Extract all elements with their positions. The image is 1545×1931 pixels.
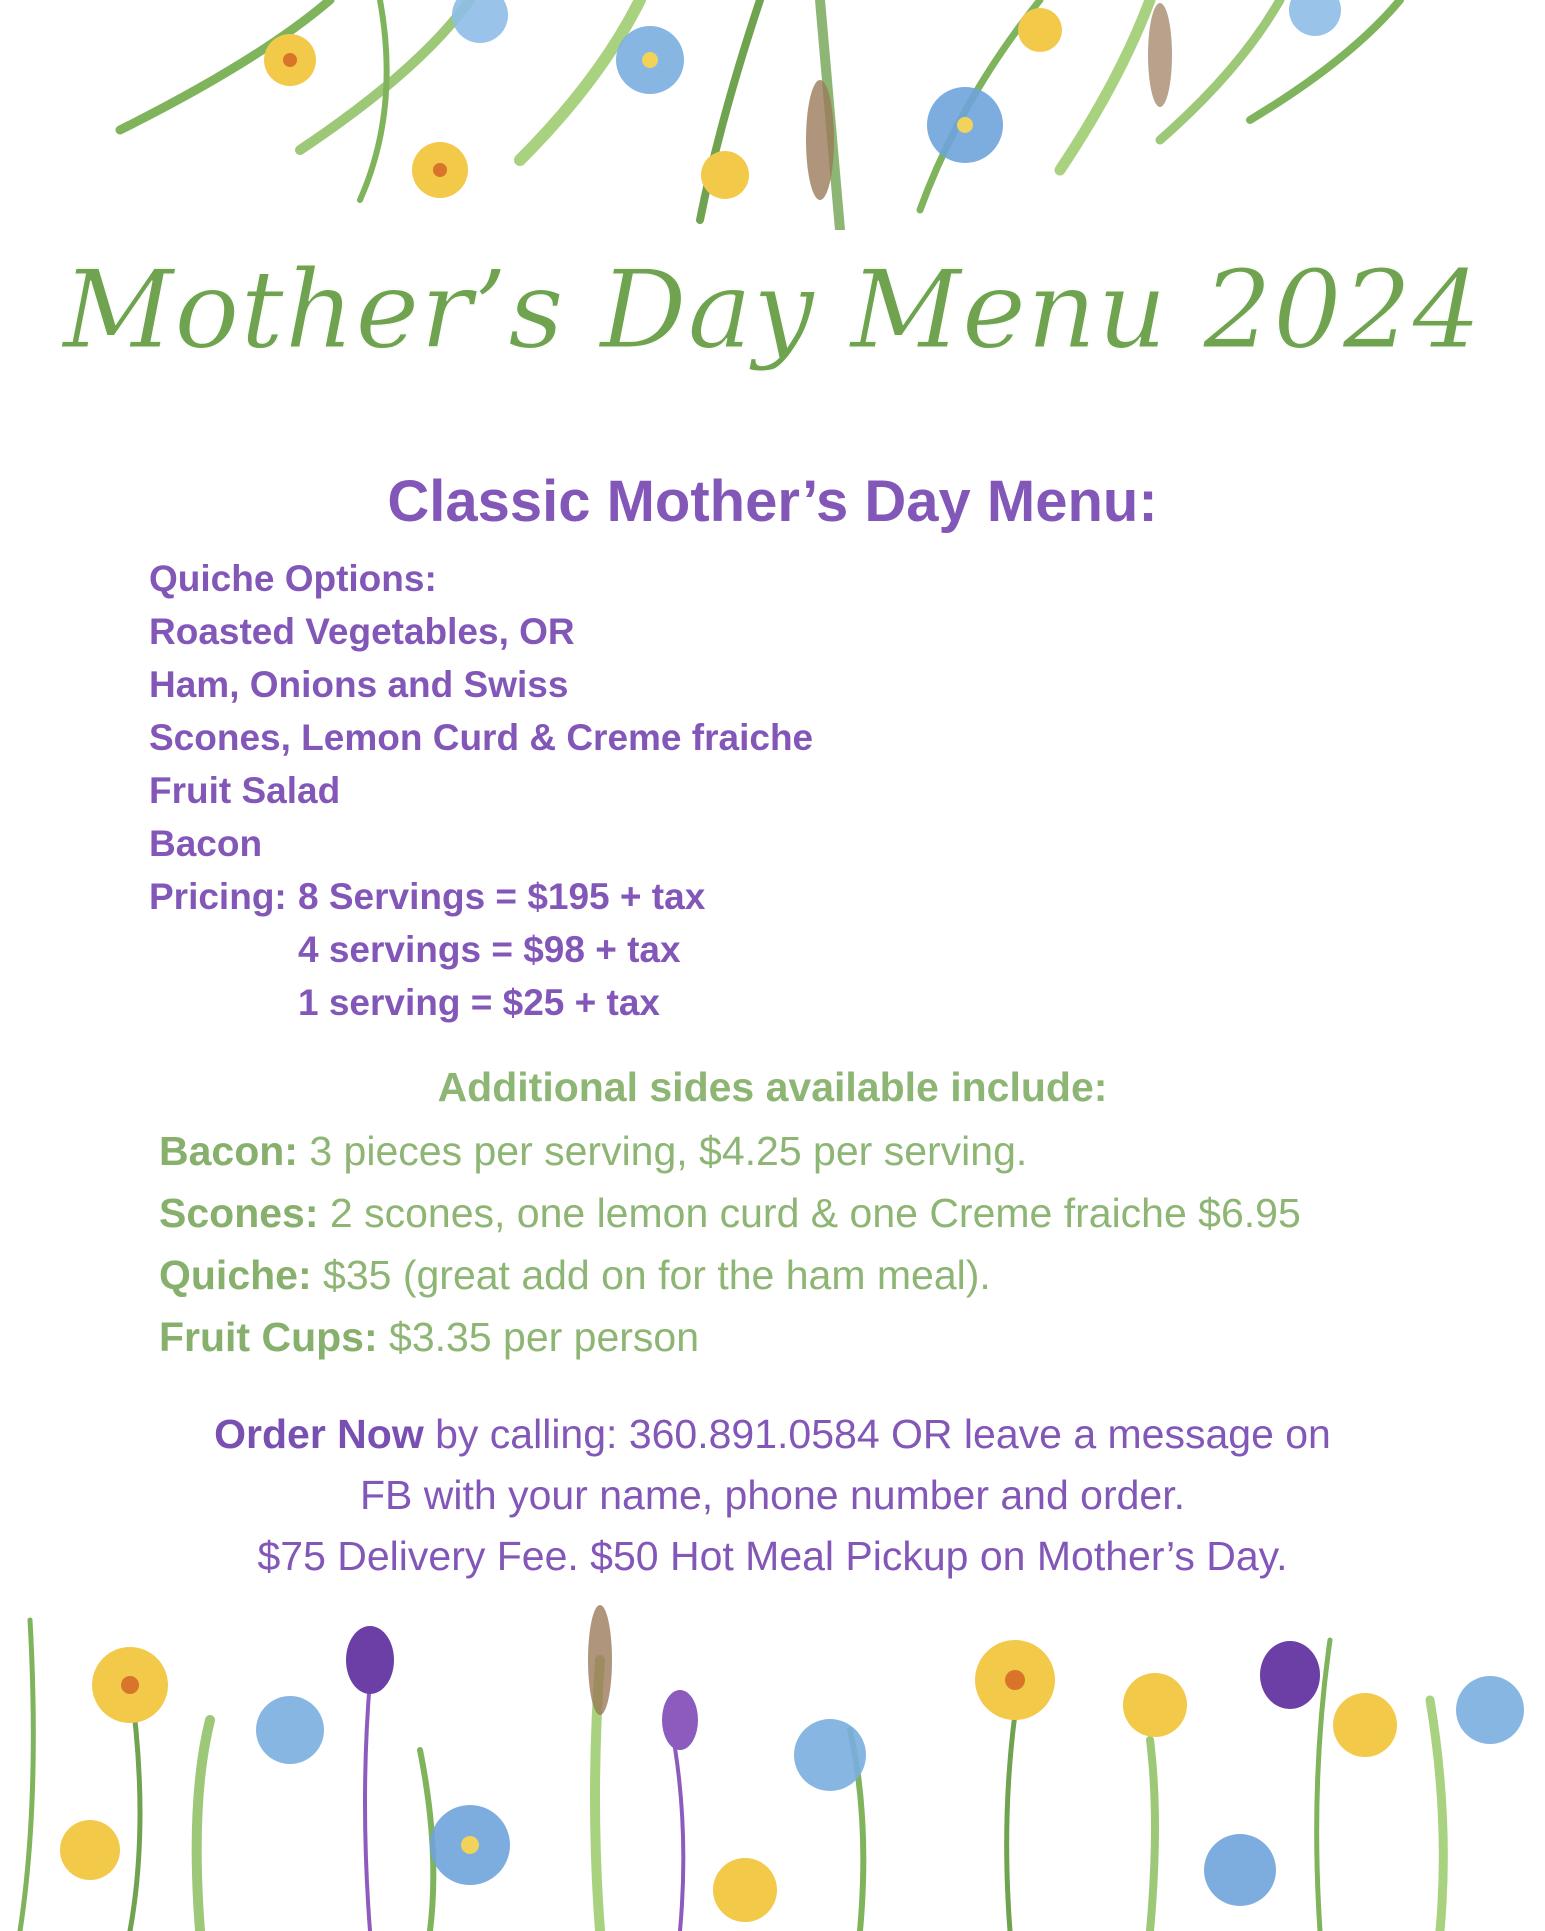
price-row: 8 Servings = $195 + tax [298,876,706,917]
order-line-3: $75 Delivery Fee. $50 Hot Meal Pickup on Mother’s Day. [257,1533,1288,1579]
side-detail: 3 pieces per serving, $4.25 per serving. [297,1128,1028,1174]
list-item [159,1244,1301,1306]
price-row: 1 serving = $25 + tax [298,982,661,1023]
list-item: Ham, Onions and Swiss [149,664,569,705]
list-item [159,1120,1301,1182]
pricing-label: Pricing: [149,876,287,917]
side-detail: $3.35 per person [377,1314,700,1360]
list-item [159,1182,1301,1244]
side-name: Quiche: [159,1252,312,1298]
list-item: Fruit Salad [149,770,341,811]
page-title: Mother’s Day Menu 2024 [62,248,1483,373]
classic-menu-list [149,552,813,870]
list-item [159,1306,1301,1368]
list-item: Quiche Options: [149,558,437,599]
bottom-floral-decoration [0,1600,1545,1931]
order-line-2: FB with your name, phone number and order. [359,1472,1186,1518]
top-floral-decoration [0,0,1545,230]
sides-heading: Additional sides available include: [437,1064,1108,1110]
side-detail: 2 scones, one lemon curd & one Creme fraiche $6.95 [318,1190,1301,1236]
order-line-1: by calling: 360.891.0584 OR leave a message on [423,1411,1331,1457]
list-item: Roasted Vegetables, OR [149,611,575,652]
side-name: Scones: [159,1190,319,1236]
side-name: Fruit Cups: [159,1314,378,1360]
pricing-block [149,870,705,1029]
list-item: Scones, Lemon Curd & Creme fraiche [149,717,814,758]
sides-list [159,1120,1301,1368]
price-row: 4 servings = $98 + tax [298,929,681,970]
side-name: Bacon: [159,1128,298,1174]
order-info [0,1404,1545,1587]
order-now-cta: Order Now [214,1411,424,1457]
list-item: Bacon [149,823,263,864]
side-detail: $35 (great add on for the ham meal). [311,1252,991,1298]
classic-menu-heading: Classic Mother’s Day Menu: [387,469,1158,534]
